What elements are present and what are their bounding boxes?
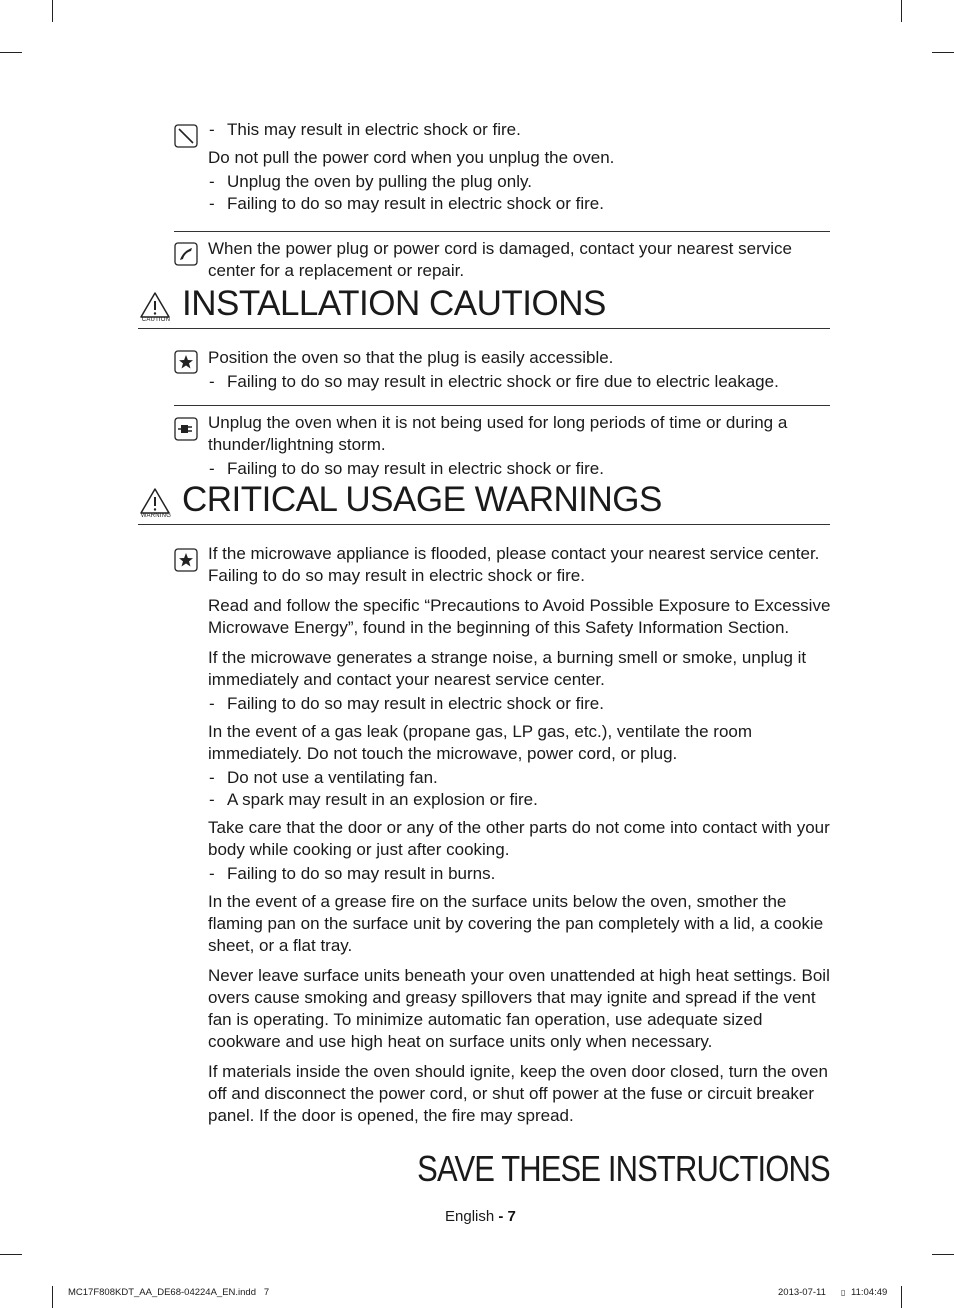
save-instructions-heading: SAVE THESE INSTRUCTIONS — [417, 1148, 830, 1189]
bullet-text: - A spark may result in an explosion or fire. — [208, 789, 832, 811]
section-title: INSTALLATION CAUTIONS — [182, 284, 606, 323]
footer-filename: MC17F808KDT_AA_DE68-04224A_EN.indd 7 — [68, 1287, 270, 1298]
paragraph: In the event of a grease fire on the surface units below the oven, smother the flaming pan on the surface unit by covering the pan completely with a lid, a cookie sheet, or a flat tray. — [208, 892, 824, 955]
bullet-text: - Unplug the oven by pulling the plug only. — [208, 171, 832, 193]
page-separator: - — [494, 1208, 508, 1225]
crop-mark — [0, 52, 22, 53]
page-number-value: 7 — [507, 1208, 516, 1225]
crop-mark — [901, 0, 902, 22]
installation-cautions-heading — [138, 284, 830, 329]
prohibited-icon — [174, 124, 198, 148]
bullet-text: - Do not use a ventilating fan. — [208, 767, 832, 789]
crop-mark — [52, 1286, 53, 1308]
paragraph: When the power plug or power cord is damaged, contact your nearest service center for a replacement or repair. — [208, 239, 792, 280]
bullet-text: - Failing to do so may result in burns. — [208, 863, 832, 885]
page-language: English — [445, 1208, 495, 1225]
paragraph: Read and follow the specific “Precautions to Avoid Possible Exposure to Excessive Microwave Energy”, found in the beginning of this Safety Information Section. — [208, 596, 831, 637]
installation-item-2 — [208, 412, 832, 480]
paragraph: Position the oven so that the plug is easily accessible. — [208, 348, 614, 367]
critical-warnings-list — [208, 543, 832, 1135]
phone-service-icon — [174, 242, 198, 266]
crop-mark — [0, 1254, 22, 1255]
crop-mark — [932, 1254, 954, 1255]
crop-mark — [932, 52, 954, 53]
bullet-text: - Failing to do so may result in electric shock or fire due to electric leakage. — [208, 371, 832, 393]
paragraph: Take care that the door or any of the other parts do not come into contact with your body while cooking or just after cooking. — [208, 818, 830, 859]
paragraph: Do not pull the power cord when you unplug the oven. — [208, 148, 615, 167]
star-icon — [174, 350, 198, 374]
footer-date: 2013-07-11 — [778, 1287, 826, 1298]
bullet-text: - Failing to do so may result in electric shock or fire. — [208, 458, 832, 480]
unplug-icon — [174, 417, 198, 441]
block-2 — [208, 238, 832, 290]
divider — [174, 405, 830, 406]
star-icon — [174, 548, 198, 572]
paragraph: In the event of a gas leak (propane gas, LP gas, etc.), ventilate the room immediately. Do not touch the microwave, power cord, or plug. — [208, 722, 753, 763]
footer-time: 11:04:49 — [851, 1287, 888, 1298]
critical-usage-warnings-heading — [138, 480, 830, 525]
paragraph: If the microwave appliance is flooded, please contact your nearest service center. Failing to do so may result in electric shock or fire. — [208, 544, 820, 585]
divider — [174, 231, 830, 232]
bullet-text: - Failing to do so may result in electric shock or fire. — [208, 193, 832, 215]
paragraph: If materials inside the oven should ignite, keep the oven door closed, turn the oven off and disconnect the power cord, or shut off power at the fuse or circuit breaker panel. If the door is opened, the fire may spread. — [208, 1062, 828, 1125]
section-title: CRITICAL USAGE WARNINGS — [182, 480, 662, 519]
caution-badge: CAUTION — [141, 317, 171, 323]
paragraph: If the microwave generates a strange noise, a burning smell or smoke, unplug it immediately and contact your nearest service center. — [208, 648, 807, 689]
installation-item-1 — [208, 347, 832, 393]
block-1 — [208, 119, 832, 215]
page-number — [445, 1208, 516, 1225]
bullet-text: - This may result in electric shock or fire. — [208, 119, 832, 141]
footer-time-glyph: ▯ — [841, 1288, 846, 1297]
warning-badge: WARNING — [140, 513, 172, 519]
paragraph: Unplug the oven when it is not being used for long periods of time or during a thunder/lightning storm. — [208, 413, 788, 454]
crop-mark — [52, 0, 53, 22]
bullet-text: - Failing to do so may result in electric shock or fire. — [208, 693, 832, 715]
crop-mark — [901, 1286, 902, 1308]
paragraph: Never leave surface units beneath your oven unattended at high heat settings. Boil overs cause smoking and greasy spillovers that may ignite and spread if the vent fan is operating. To minimize automatic fan operation, use adequate sized cookware and use high heat on surface units only when necessary. — [208, 966, 830, 1051]
